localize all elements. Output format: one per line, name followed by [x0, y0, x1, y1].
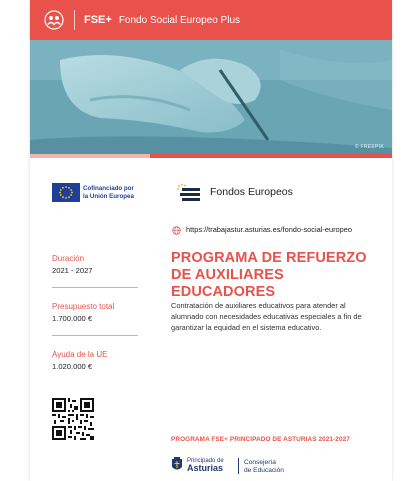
photo-credit: © FREEPIK: [354, 144, 384, 150]
duration-value: 2021 - 2027: [52, 266, 93, 275]
eu-cofinanced-text: [83, 185, 173, 201]
eu-flag-icon: [52, 183, 80, 202]
consejeria-line1: Consejería: [244, 459, 276, 466]
title-line2: DE AUXILIARES EDUCADORES: [171, 267, 284, 300]
principado-logo-text: [187, 458, 239, 472]
principado-small: Principado de: [187, 458, 224, 464]
program-footer-label: PROGRAMA FSE+ PRINCIPADO DE ASTURIAS 2021-2027: [171, 436, 350, 443]
fondos-europeos-label: Fondos Europeos: [210, 186, 293, 198]
budget-label: Presupuesto total: [52, 302, 115, 311]
people-icon: [44, 10, 64, 30]
project-details: [52, 240, 152, 371]
eu-text-line1: Cofinanciado por: [83, 185, 134, 192]
logo-separator: [238, 458, 239, 474]
principado-big: Asturias: [187, 463, 224, 473]
divider: [52, 287, 138, 288]
consejeria-text: [244, 459, 304, 475]
header-bar: [30, 0, 392, 40]
title-line1: PROGRAMA DE REFUERZO: [171, 250, 367, 266]
program-title: [171, 250, 386, 301]
divider: [52, 335, 138, 336]
photo-accent-bar: [30, 154, 392, 158]
fondos-europeos-icon: [176, 182, 204, 204]
brand-name: Fondo Social Europeo Plus: [118, 14, 241, 26]
budget-value: 1.700.000 €: [52, 314, 93, 323]
website-link[interactable]: https://trabajastur.asturias.es/fondo-social-europeo: [186, 225, 352, 234]
eu-aid-value: 1.020.000 €: [52, 362, 93, 371]
qr-code[interactable]: [52, 398, 94, 440]
eu-aid-label: Ayuda de la UE: [52, 350, 108, 359]
asturias-crest-icon: [171, 457, 183, 473]
globe-icon: [172, 226, 181, 235]
program-description: Contratación de auxiliares educativos para atender al alumnado con necesidades educativas especiales a fin de garantizar la equidad en el sistema educativo.: [171, 301, 362, 332]
hero-photo: [30, 40, 392, 158]
header-divider: [74, 10, 75, 30]
duration-label: Duración: [52, 254, 85, 263]
eu-text-line2: la Unión Europea: [83, 193, 134, 200]
writing-hand-illustration: [30, 40, 392, 158]
brand-short: FSE+: [84, 14, 112, 26]
consejeria-line2: de Educación: [244, 467, 284, 474]
poster: [30, 0, 392, 481]
